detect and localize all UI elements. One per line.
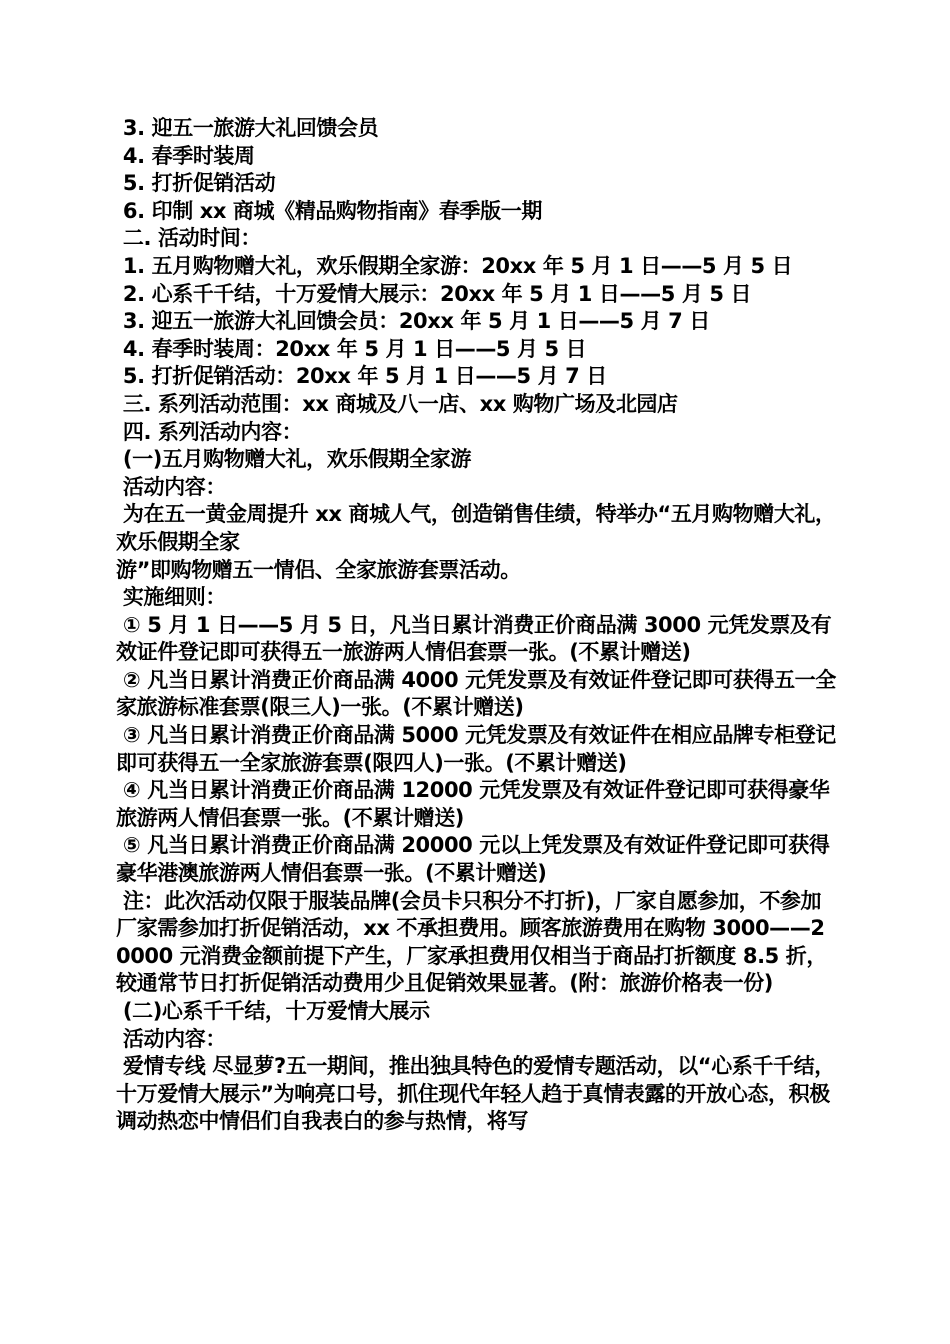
- paragraph: 游”即购物赠五一情侣、全家旅游套票活动。: [116, 557, 521, 582]
- rule-item: ② 凡当日累计消费正价商品满 4000 元凭发票及有效证件登记即可获得五一全家旅游标准套票(限三人)一张。(不累计赠送): [116, 667, 836, 720]
- text-line: 5. 打折促销活动：20xx 年 5 月 1 日——5 月 7 日: [116, 364, 607, 389]
- note-paragraph: 注：此次活动仅限于服装品牌(会员卡只积分不打折)，厂家自愿参加，不参加厂家需参加打折促销活动，xx 不承担费用。顾客旅游费用在购物 3000——20000 元消费金额前提下产生，厂家承担费用仅相当于商品打折额度 8.5 折，较通常节日打折促销活动费用少且促销效果显著。(附：旅游价格表一份): [116, 888, 827, 996]
- text-line: 4. 春季时装周：20xx 年 5 月 1 日——5 月 5 日: [116, 336, 587, 361]
- text-line: 5. 打折促销活动: [116, 171, 276, 196]
- text-line: 1. 五月购物赠大礼，欢乐假期全家游：20xx 年 5 月 1 日——5 月 5 日: [116, 253, 793, 278]
- text-line: 活动内容：: [116, 1026, 226, 1051]
- rule-item: ⑤ 凡当日累计消费正价商品满 20000 元以上凭发票及有效证件登记即可获得豪华港澳旅游两人情侣套票一张。(不累计赠送): [116, 833, 830, 886]
- text-line: 4. 春季时装周: [116, 143, 255, 168]
- rule-item: ① 5 月 1 日——5 月 5 日，凡当日累计消费正价商品满 3000 元凭发票及有效证件登记即可获得五一旅游两人情侣套票一张。(不累计赠送): [116, 612, 832, 665]
- text-line: 实施细则：: [116, 585, 226, 610]
- paragraph: 为在五一黄金周提升 xx 商城人气，创造销售佳绩，特举办“五月购物赠大礼，欢乐假期全家: [116, 502, 836, 554]
- text-line: 6. 印制 xx 商城《精品购物指南》春季版一期: [116, 198, 542, 223]
- rule-item: ④ 凡当日累计消费正价商品满 12000 元凭发票及有效证件登记即可获得豪华旅游两人情侣套票一张。(不累计赠送): [116, 778, 830, 830]
- subsection-heading: (一)五月购物赠大礼，欢乐假期全家游: [116, 447, 471, 472]
- document-body: [116, 115, 838, 1136]
- text-line: 3. 迎五一旅游大礼回馈会员: [116, 116, 379, 140]
- section-heading: 二. 活动时间：: [116, 226, 262, 251]
- section-heading: 四. 系列活动内容：: [116, 419, 303, 444]
- subsection-heading: (二)心系千千结，十万爱情大展示: [116, 999, 430, 1023]
- paragraph: 爱情专线 尽显萝?五一期间，推出独具特色的爱情专题活动，以“心系千千结，十万爱情大展示”为响亮口号，抓住现代年轻人趋于真情表露的开放心态，积极调动热恋中情侣们自我表白的参与热情，将写: [116, 1054, 835, 1134]
- text-line: 3. 迎五一旅游大礼回馈会员：20xx 年 5 月 1 日——5 月 7 日: [116, 309, 710, 334]
- text-line: 活动内容：: [116, 474, 226, 499]
- text-line: 2. 心系千千结，十万爱情大展示：20xx 年 5 月 1 日——5 月 5 日: [116, 281, 752, 306]
- section-heading: 三. 系列活动范围：xx 商城及八一店、xx 购物广场及北园店: [116, 391, 678, 416]
- rule-item: ③ 凡当日累计消费正价商品满 5000 元凭发票及有效证件在相应品牌专柜登记即可获得五一全家旅游套票(限四人)一张。(不累计赠送): [116, 723, 836, 775]
